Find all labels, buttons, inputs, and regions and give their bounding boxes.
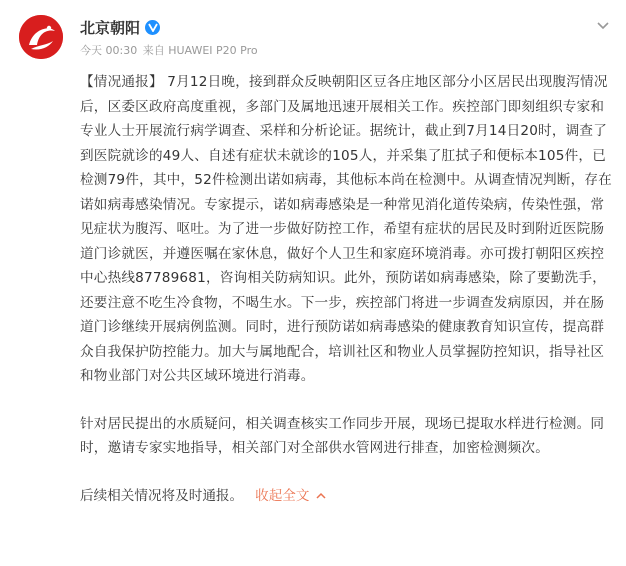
account-name[interactable] — [80, 17, 160, 38]
post-content — [80, 70, 614, 508]
post-meta — [80, 42, 260, 58]
chevron-up-icon — [315, 491, 327, 501]
verified-v-icon — [145, 20, 160, 35]
phoenix-logo-icon — [19, 15, 63, 59]
post-paragraph-2: 针对居民提出的水质疑问，相关调查核实工作同步开展，现场已提取水样进行检测。同时，邀请专家实地指导，相关部门对全部供水管网进行排查，加密检测频次。 — [80, 415, 605, 456]
avatar[interactable] — [19, 15, 63, 59]
chevron-down-icon[interactable] — [594, 16, 612, 34]
post-paragraph-3: 后续相关情况将及时通报。 — [80, 487, 244, 504]
collapse-button[interactable] — [255, 484, 326, 509]
account-name-text[interactable]: 北京朝阳 — [80, 19, 141, 37]
post-footer-line — [80, 484, 614, 509]
post-source: 来自 HUAWEI P20 Pro — [142, 44, 258, 57]
post-paragraph-1: 【情况通报】 7月12日晚，接到群众反映朝阳区豆各庄地区部分小区居民出现腹泻情况后，区委区政府高度重视，多部门及属地迅速开展相关工作。疾控部门即刻组织专家和专业人士开展流行病学调查、采样和分析论证。据统计，截止到7月14日20时，调查了到医院就诊的49人、自述有症状未就诊的105人，并采集了肛拭子和便标本105件，已检测79件，其中，52件检测出诺如病毒，其他标本尚在检测中。从调查情况判断，存在诺如病毒感染情况。专家提示，诺如病毒感染是一种常见消化道传染病，传染性强，常见症状为腹泻、呕吐。为了进一步做好防控工作，希望有症状的居民及时到附近医院肠道门诊就医，并遵医嘱在家休息，做好个人卫生和家庭环境消毒。亦可拨打朝阳区疾控中心热线87789681，咨询相关防病知识。此外，预防诺如病毒感染，除了要勤洗手，还要注意不吃生冷食物，不喝生水。下一步，疾控部门将进一步调查发病原因，并在肠道门诊继续开展病例监测。同时，进行预防诺如病毒感染的健康教育知识宣传，提高群众自我保护防控能力。加大与属地配合，培训社区和物业人员掌握防控知识，指导社区和物业部门对公共区域环境进行消毒。 — [80, 74, 612, 384]
collapse-label: 收起全文 — [255, 487, 310, 504]
post-time[interactable]: 今天 00:30 — [80, 44, 138, 57]
